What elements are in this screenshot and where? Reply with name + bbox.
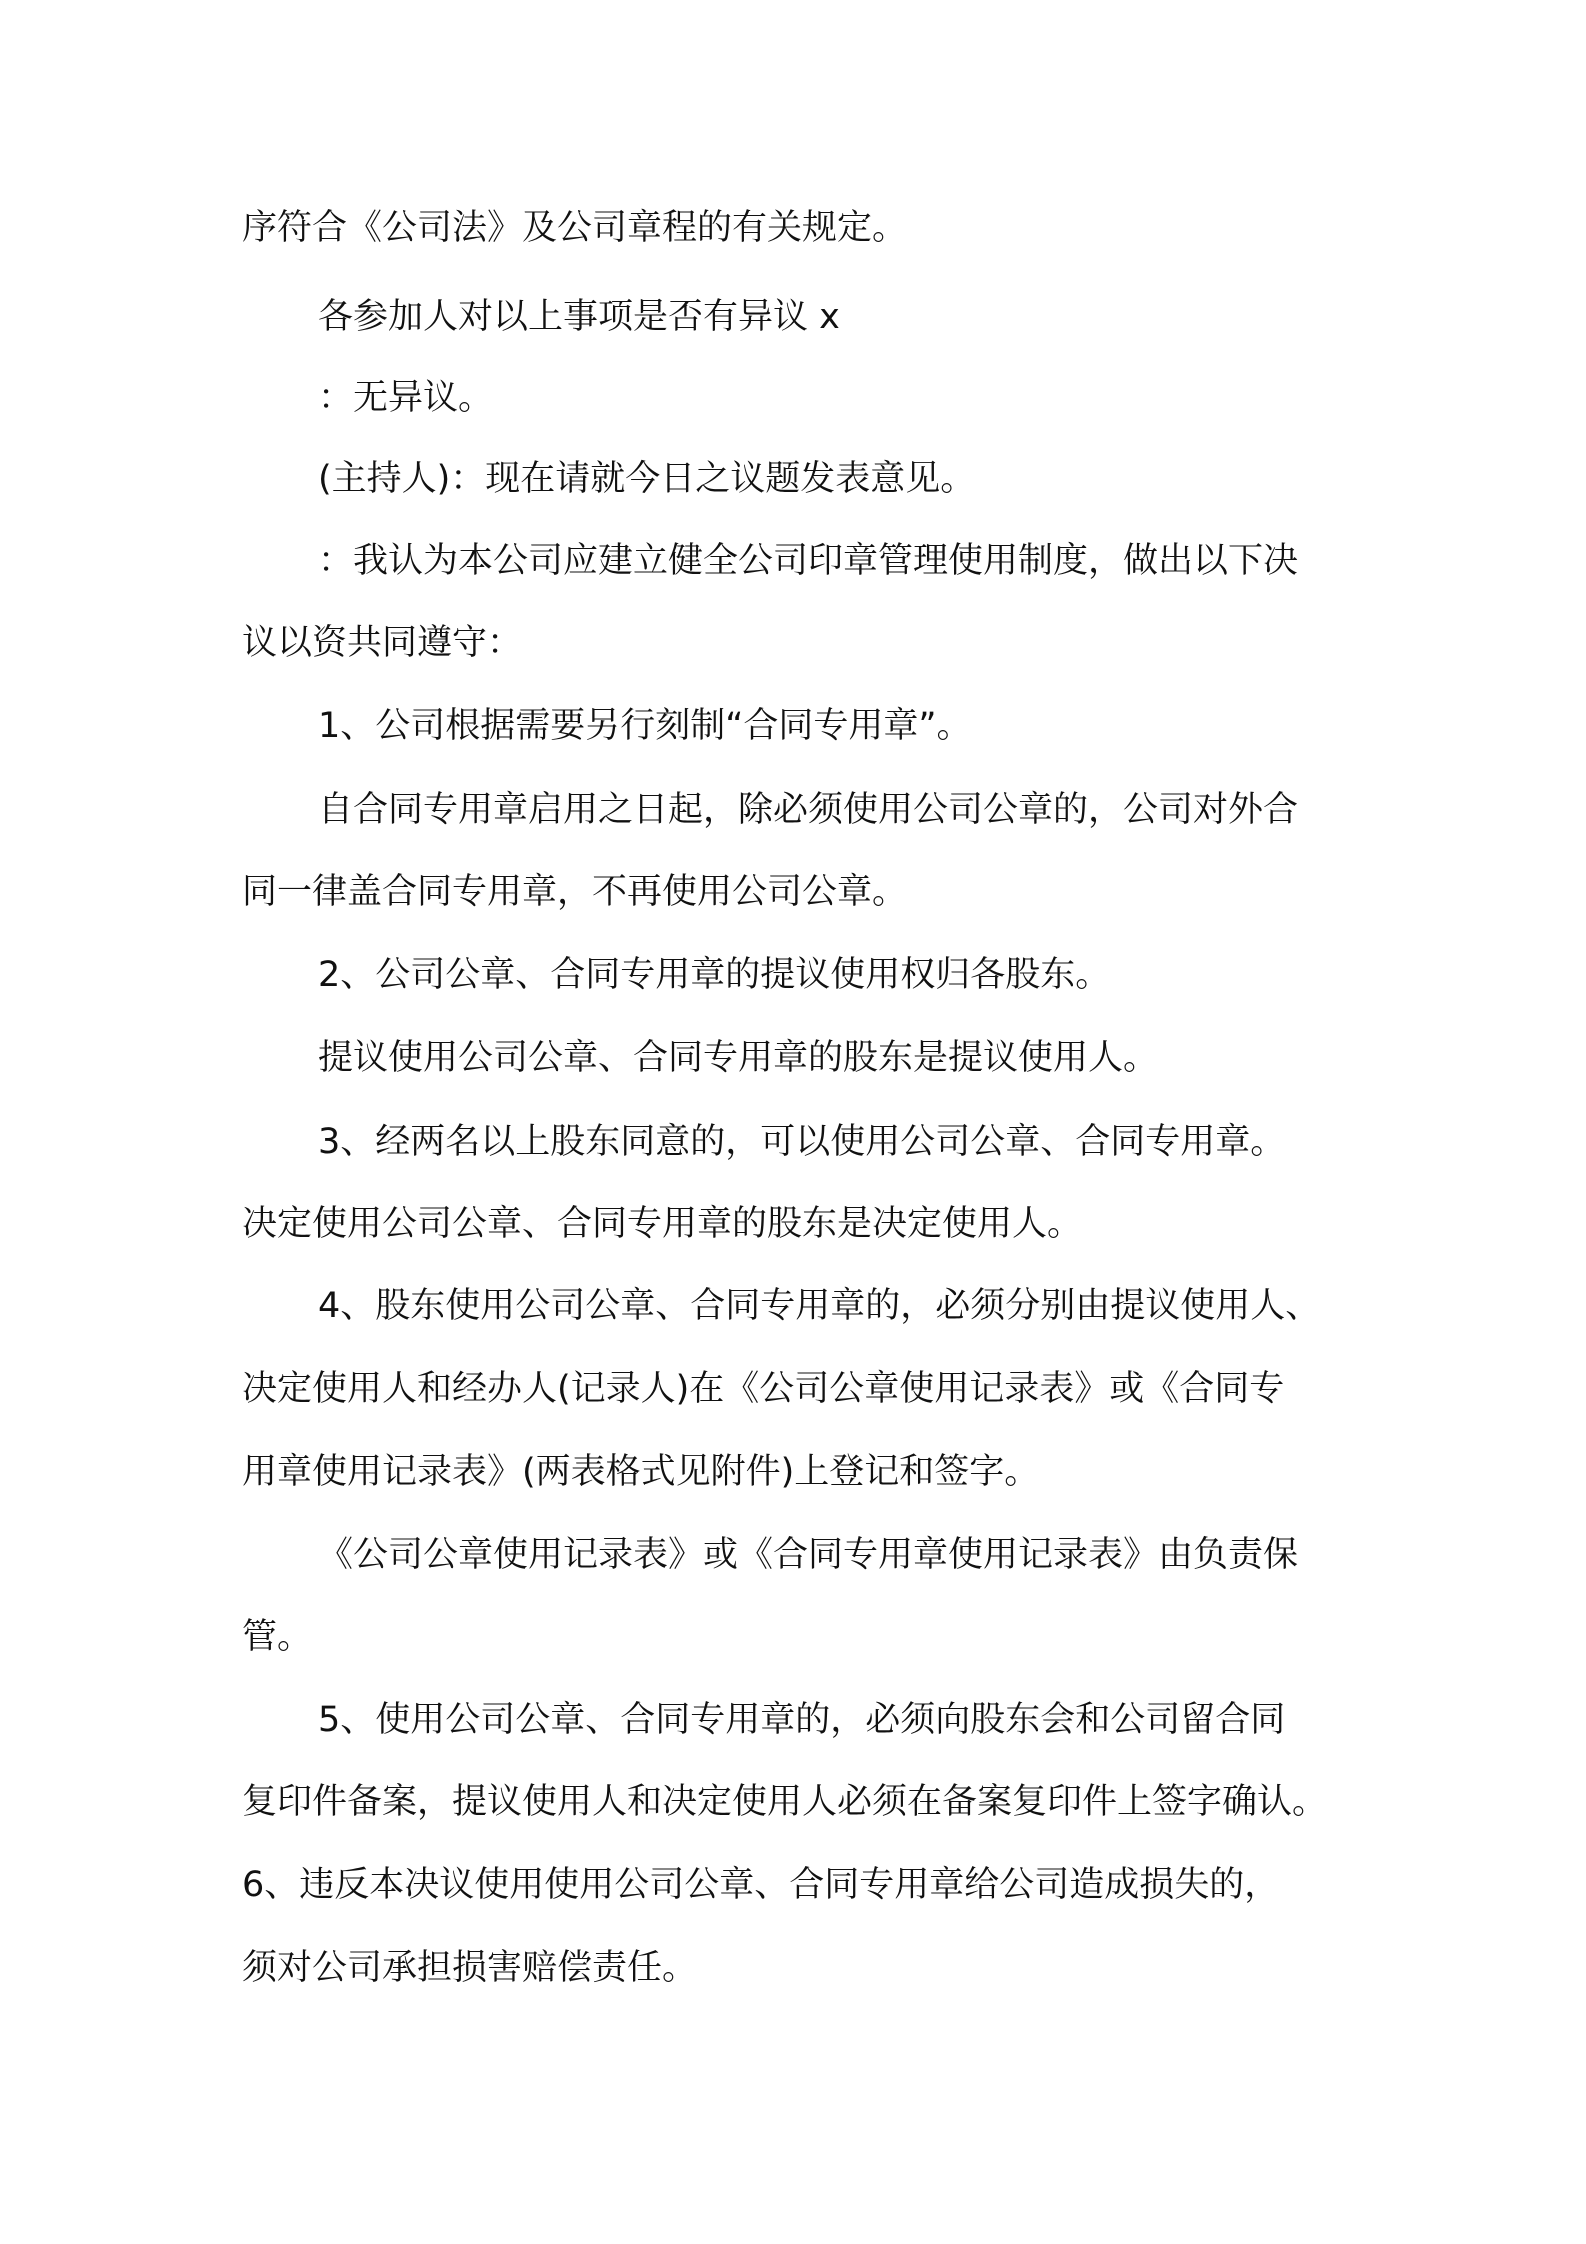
text-line: 各参加人对以上事项是否有异议 x bbox=[318, 297, 840, 337]
text-line: 须对公司承担损害赔偿责任。 bbox=[242, 1948, 698, 1988]
text-line: 3、经两名以上股东同意的，可以使用公司公章、合同专用章。 bbox=[318, 1122, 1286, 1162]
text-line: 5、使用公司公章、合同专用章的，必须向股东会和公司留合同 bbox=[318, 1700, 1286, 1740]
text-line: 2、公司公章、合同专用章的提议使用权归各股东。 bbox=[318, 955, 1111, 995]
text-line: ：无异议。 bbox=[318, 378, 494, 418]
text-line: ：我认为本公司应建立健全公司印章管理使用制度，做出以下决 bbox=[318, 541, 1299, 581]
text-line: 提议使用公司公章、合同专用章的股东是提议使用人。 bbox=[318, 1038, 1159, 1078]
text-line: 决定使用公司公章、合同专用章的股东是决定使用人。 bbox=[242, 1204, 1083, 1244]
text-line: 管。 bbox=[242, 1617, 313, 1657]
text-line: 用章使用记录表》(两表格式见附件)上登记和签字。 bbox=[242, 1452, 1040, 1492]
text-line: 6、违反本决议使用使用公司公章、合同专用章给公司造成损失的， bbox=[242, 1865, 1280, 1905]
text-line: 复印件备案，提议使用人和决定使用人必须在备案复印件上签字确认。 bbox=[242, 1782, 1328, 1822]
text-line: 同一律盖合同专用章，不再使用公司公章。 bbox=[242, 872, 908, 912]
text-line: 《公司公章使用记录表》或《合同专用章使用记录表》由负责保 bbox=[318, 1535, 1299, 1575]
text-line: 决定使用人和经办人(记录人)在《公司公章使用记录表》或《合同专 bbox=[242, 1369, 1285, 1409]
text-line: 4、股东使用公司公章、合同专用章的，必须分别由提议使用人、 bbox=[318, 1286, 1321, 1326]
text-line: 序符合《公司法》及公司章程的有关规定。 bbox=[242, 208, 908, 248]
text-line: 自合同专用章启用之日起，除必须使用公司公章的，公司对外合 bbox=[318, 790, 1299, 830]
text-line: (主持人)：现在请就今日之议题发表意见。 bbox=[318, 459, 976, 499]
text-line: 议以资共同遵守： bbox=[242, 623, 523, 663]
text-line: 1、公司根据需要另行刻制“合同专用章”。 bbox=[318, 706, 972, 746]
